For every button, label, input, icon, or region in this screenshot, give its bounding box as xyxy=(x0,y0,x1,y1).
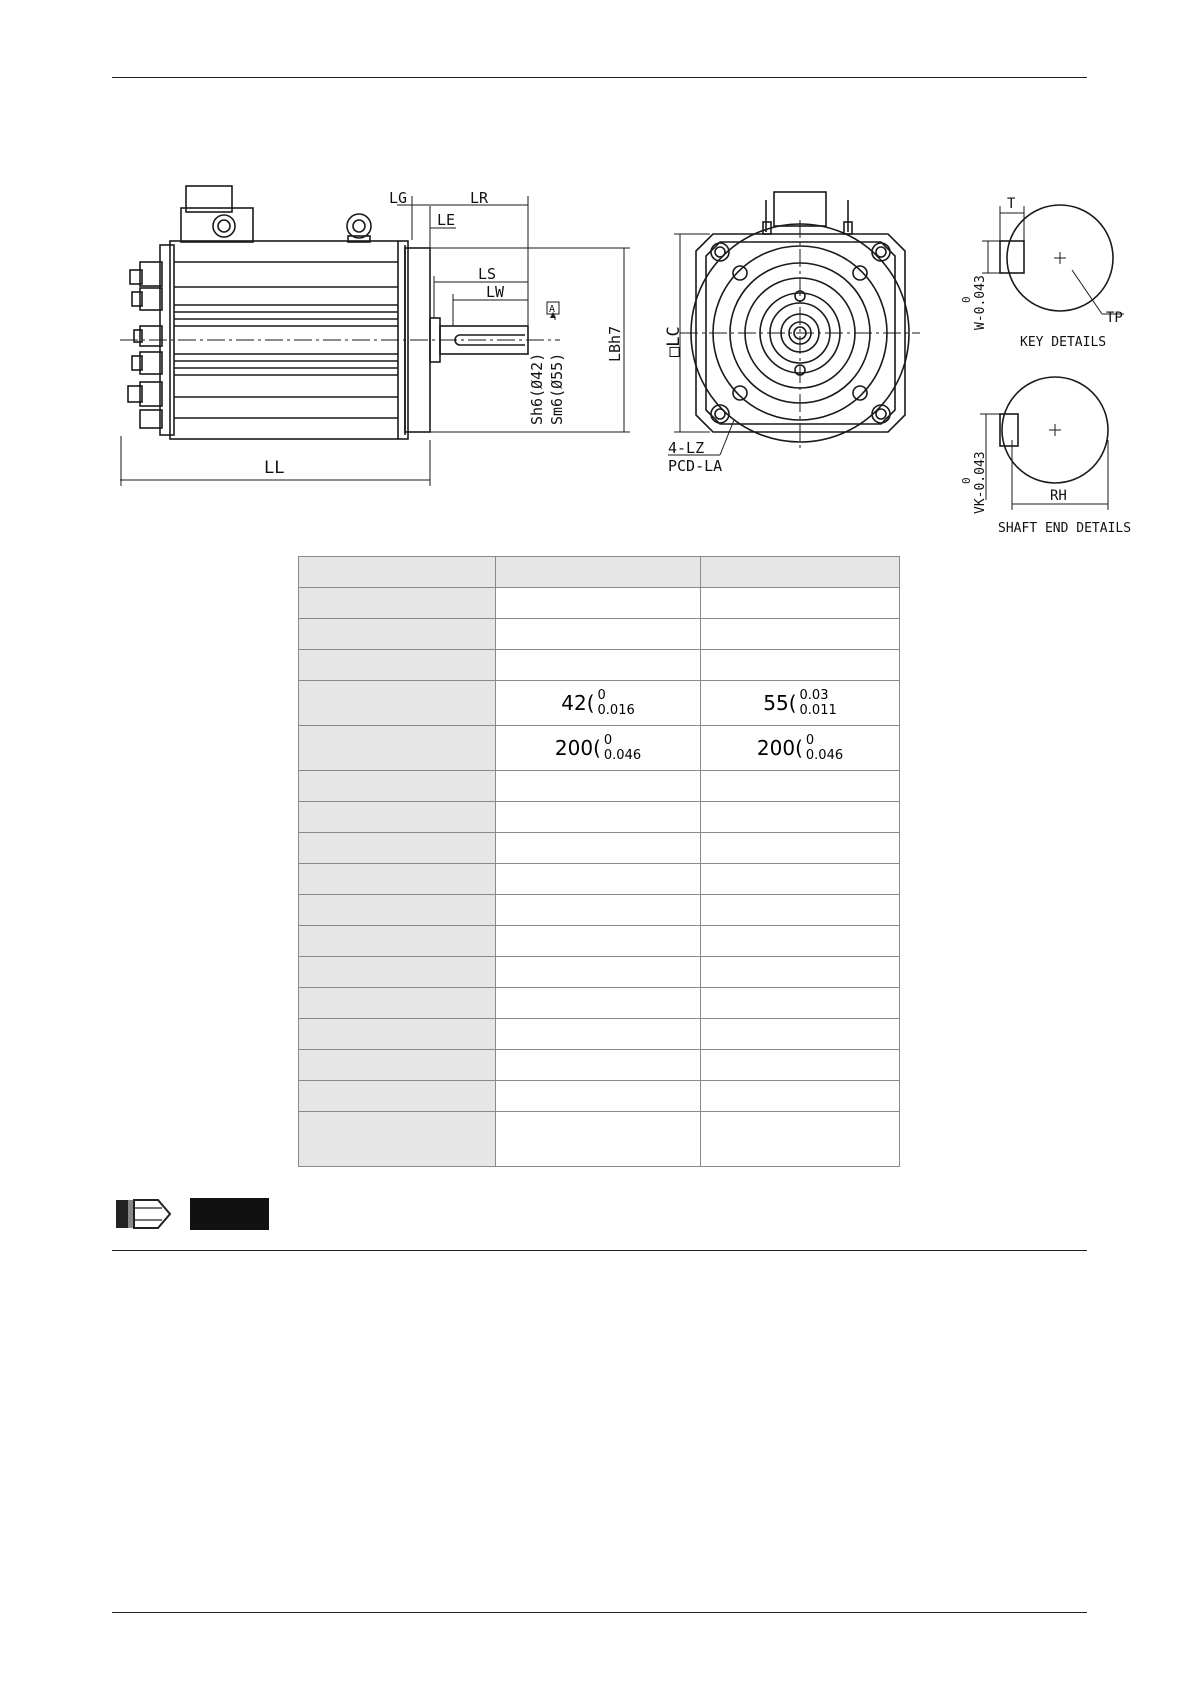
table-row xyxy=(299,1019,900,1050)
table-cell xyxy=(299,926,496,957)
table-cell xyxy=(701,588,900,619)
tolerance-value: 200 ( 0 0.046 xyxy=(554,733,642,763)
table-cell xyxy=(299,557,496,588)
table-cell xyxy=(496,588,701,619)
table-cell xyxy=(701,771,900,802)
table-cell xyxy=(701,650,900,681)
table-row xyxy=(299,771,900,802)
label-lc: □LC xyxy=(664,326,684,357)
table-row xyxy=(299,681,900,726)
table-cell xyxy=(701,1050,900,1081)
table-cell xyxy=(299,771,496,802)
table-cell xyxy=(496,1019,701,1050)
label-shaft-end-details: SHAFT END DETAILS xyxy=(998,521,1132,536)
table-cell xyxy=(299,619,496,650)
table-row xyxy=(299,1112,900,1167)
table-cell xyxy=(701,957,900,988)
table-cell xyxy=(496,802,701,833)
label-pcd: PCD-LA xyxy=(668,457,723,475)
table-cell xyxy=(701,833,900,864)
table-cell xyxy=(299,957,496,988)
label-vk-tol-top: 0 xyxy=(960,477,973,484)
label-ls: LS xyxy=(478,265,497,283)
table-cell xyxy=(701,802,900,833)
table-row xyxy=(299,957,900,988)
note-rule xyxy=(112,1250,1087,1251)
lower-tolerance: 0.011 xyxy=(799,703,837,718)
label-sm6: Sm6(Ø55) xyxy=(548,352,566,425)
table-cell xyxy=(299,650,496,681)
table-cell xyxy=(701,1112,900,1167)
front-view xyxy=(668,192,920,455)
table-cell xyxy=(496,557,701,588)
lower-tolerance: 0.046 xyxy=(603,748,642,763)
table-cell xyxy=(299,588,496,619)
table-cell-lb-tolerance xyxy=(496,726,701,771)
table-row xyxy=(299,988,900,1019)
label-ll: LL xyxy=(264,458,285,478)
table-cell xyxy=(496,619,701,650)
table-row xyxy=(299,833,900,864)
table-cell xyxy=(299,1050,496,1081)
upper-tolerance: 0 xyxy=(805,733,815,748)
tolerance-value: 55 ( 0.03 0.011 xyxy=(763,688,837,718)
label-w-tol: W-0.043 xyxy=(973,275,988,330)
label-key-details: KEY DETAILS xyxy=(1020,335,1107,350)
table-cell xyxy=(701,1081,900,1112)
table-row xyxy=(299,802,900,833)
side-view xyxy=(120,186,630,486)
table-cell xyxy=(299,802,496,833)
table-cell xyxy=(701,557,900,588)
table-cell xyxy=(299,1112,496,1167)
table-cell xyxy=(299,681,496,726)
table-cell xyxy=(496,864,701,895)
table-cell xyxy=(701,864,900,895)
label-tp: TP xyxy=(1106,310,1123,326)
table-cell xyxy=(299,833,496,864)
label-lbh7: LBh7 xyxy=(606,325,624,362)
table-cell xyxy=(701,619,900,650)
label-rh: RH xyxy=(1050,488,1067,504)
table-cell xyxy=(496,1081,701,1112)
table-cell xyxy=(496,895,701,926)
motor-dimension-drawing xyxy=(0,0,1191,560)
label-lg: LG xyxy=(389,189,408,207)
table-cell xyxy=(299,1019,496,1050)
table-cell xyxy=(496,926,701,957)
table-row xyxy=(299,864,900,895)
table-cell xyxy=(299,1081,496,1112)
table-row xyxy=(299,1081,900,1112)
nominal-value: 42 xyxy=(561,691,587,715)
table-cell xyxy=(496,1050,701,1081)
table-cell xyxy=(496,1112,701,1167)
table-cell xyxy=(701,988,900,1019)
nominal-value: 200 xyxy=(554,736,594,760)
table-cell xyxy=(701,1019,900,1050)
table-cell xyxy=(701,895,900,926)
nominal-value: 55 xyxy=(763,691,789,715)
table-cell xyxy=(496,988,701,1019)
label-le: LE xyxy=(437,211,456,229)
table-header-row xyxy=(299,557,900,588)
lower-tolerance: 0.016 xyxy=(597,703,635,718)
table-cell xyxy=(496,771,701,802)
upper-tolerance: 0 xyxy=(603,733,613,748)
lower-tolerance: 0.046 xyxy=(805,748,844,763)
table-row xyxy=(299,726,900,771)
label-datum-a: A xyxy=(549,304,556,315)
upper-tolerance: 0 xyxy=(597,688,606,703)
table-cell xyxy=(299,895,496,926)
bottom-rule xyxy=(112,1612,1087,1613)
table-cell xyxy=(299,726,496,771)
table-cell xyxy=(299,988,496,1019)
table-cell xyxy=(496,957,701,988)
label-lw: LW xyxy=(486,283,505,301)
upper-tolerance: 0.03 xyxy=(799,688,829,703)
tolerance-value: 200 ( 0 0.046 xyxy=(756,733,844,763)
table-row xyxy=(299,895,900,926)
table-row xyxy=(299,619,900,650)
tolerance-value: 42 ( 0 0.016 xyxy=(561,688,635,718)
label-t: T xyxy=(1007,196,1016,212)
table-cell xyxy=(701,926,900,957)
table-cell xyxy=(496,833,701,864)
table-cell xyxy=(496,650,701,681)
table-row xyxy=(299,926,900,957)
shaft-end-details-view xyxy=(980,377,1108,510)
table-cell xyxy=(299,864,496,895)
table-row xyxy=(299,588,900,619)
label-lz: 4-LZ xyxy=(668,439,705,457)
label-lr: LR xyxy=(470,189,489,207)
table-row xyxy=(299,1050,900,1081)
table-cell-lb-tolerance xyxy=(701,726,900,771)
table-row xyxy=(299,650,900,681)
dimension-table xyxy=(298,556,900,1167)
label-w-tol-top: 0 xyxy=(960,296,973,303)
key-details-view xyxy=(982,205,1124,314)
label-sh6: Sh6(Ø42) xyxy=(528,352,546,425)
nominal-value: 200 xyxy=(756,736,796,760)
label-vk-tol: VK-0.043 xyxy=(973,451,988,514)
table-cell-s-tolerance-55 xyxy=(701,681,900,726)
pencil-note-icon xyxy=(114,1195,274,1233)
table-cell-s-tolerance-42 xyxy=(496,681,701,726)
